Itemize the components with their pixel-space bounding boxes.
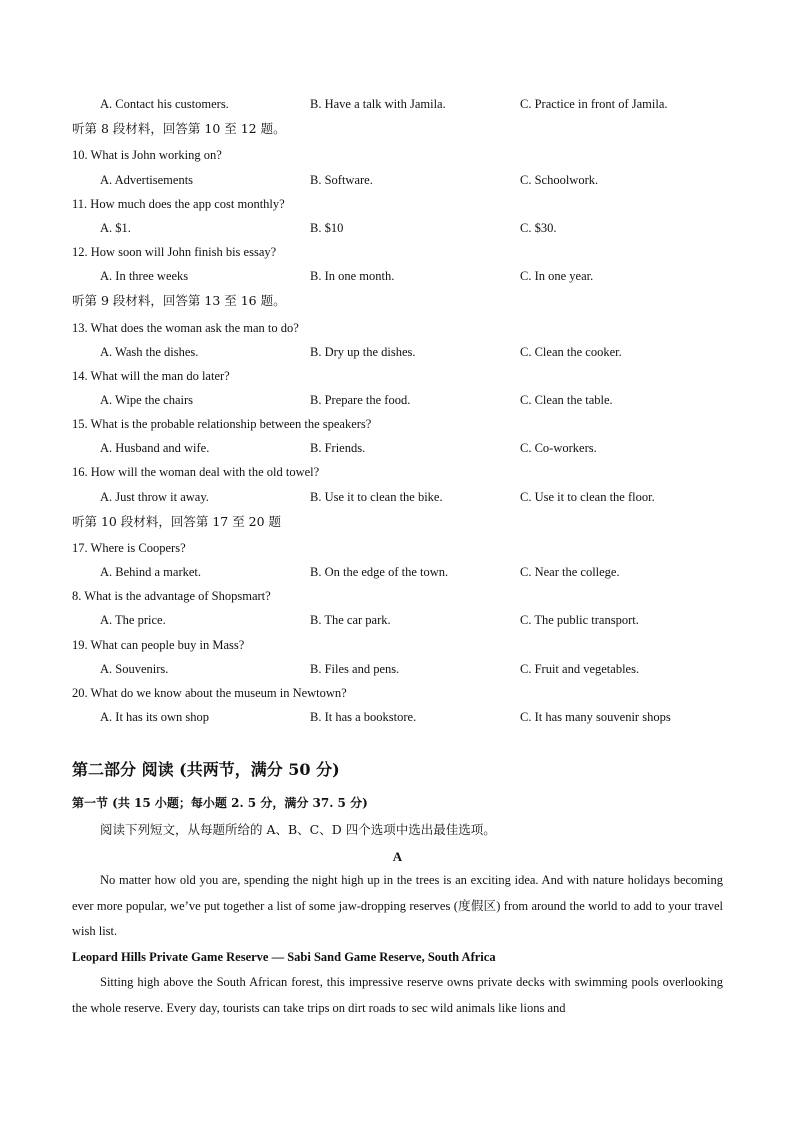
question-18-option-c: C. The public transport.	[520, 613, 639, 627]
question-16-option-b: B. Use it to clean the bike.	[310, 490, 443, 504]
section-10-heading: 听第 10 段材料，回答第 17 至 20 题	[72, 514, 282, 529]
q9-option-a: A. Contact his customers.	[100, 97, 229, 111]
q9-option-b: B. Have a talk with Jamila.	[310, 97, 446, 111]
question-12-option-a: A. In three weeks	[100, 269, 189, 283]
question-20-option-a: A. It has its own shop	[100, 710, 210, 724]
question-15-stem: 15. What is the probable relationship between the speakers?	[72, 417, 372, 431]
question-10-option-b: B. Software.	[310, 173, 373, 187]
question-16-option-a: A. Just throw it away.	[100, 490, 209, 504]
question-15-option-a: A. Husband and wife.	[100, 441, 210, 455]
question-10-option-a: A. Advertisements	[100, 173, 194, 187]
question-20-option-b: B. It has a bookstore.	[310, 710, 417, 724]
question-14-option-c: C. Clean the table.	[520, 393, 613, 407]
question-13-option-c: C. Clean the cooker.	[520, 345, 622, 359]
question-11-option-c: C. $30.	[520, 221, 557, 235]
question-13-stem: 13. What does the woman ask the man to do?	[72, 321, 299, 335]
question-14-option-b: B. Prepare the food.	[310, 393, 411, 407]
question-18-option-b: B. The car park.	[310, 613, 391, 627]
passage-letter: A	[392, 849, 403, 864]
question-20-stem: 20. What do we know about the museum in Newtown?	[72, 686, 347, 700]
question-19-option-c: C. Fruit and vegetables.	[520, 662, 640, 676]
question-18-stem: 8. What is the advantage of Shopsmart?	[72, 589, 271, 603]
question-16-stem: 16. How will the woman deal with the old towel?	[72, 465, 320, 479]
question-14-stem: 14. What will the man do later?	[72, 369, 230, 383]
question-11-stem: 11. How much does the app cost monthly?	[72, 197, 285, 211]
question-19-stem: 19. What can people buy in Mass?	[72, 638, 245, 652]
question-13-option-a: A. Wash the dishes.	[100, 345, 199, 359]
question-14-option-a: A. Wipe the chairs	[100, 393, 193, 407]
question-10-stem: 10. What is John working on?	[72, 148, 222, 162]
part-2-title: 第二部分 阅读 (共两节，满分 50 分)	[72, 760, 340, 779]
question-12-stem: 12. How soon will John finish bis essay?	[72, 245, 277, 259]
question-19-option-b: B. Files and pens.	[310, 662, 400, 676]
passage-subheading: Leopard Hills Private Game Reserve — Sabi Sand Game Reserve, South Africa	[72, 950, 496, 964]
question-19-option-a: A. Souvenirs.	[100, 662, 169, 676]
section-9-heading: 听第 9 段材料，回答第 13 至 16 题。	[72, 293, 286, 308]
question-10-option-c: C. Schoolwork.	[520, 173, 599, 187]
passage-paragraph-1: No matter how old you are, spending the night high up in the trees is an exciting idea. And with nature holidays becoming ever more popular, we’ve put together a list of some jaw-dropping reserves (度假区) from around the world to add to your travel wish list.	[72, 873, 723, 938]
q9-option-c: C. Practice in front of Jamila.	[520, 97, 668, 111]
question-12-option-c: C. In one year.	[520, 269, 594, 283]
question-11-option-a: A. $1.	[100, 221, 131, 235]
question-16-option-c: C. Use it to clean the floor.	[520, 490, 655, 504]
question-11-option-b: B. $10	[310, 221, 344, 235]
question-17-option-b: B. On the edge of the town.	[310, 565, 449, 579]
question-17-option-c: C. Near the college.	[520, 565, 620, 579]
question-18-option-a: A. The price.	[100, 613, 166, 627]
question-15-option-c: C. Co-workers.	[520, 441, 597, 455]
section-8-heading: 听第 8 段材料，回答第 10 至 12 题。	[72, 121, 286, 136]
question-15-option-b: B. Friends.	[310, 441, 366, 455]
question-13-option-b: B. Dry up the dishes.	[310, 345, 416, 359]
question-12-option-b: B. In one month.	[310, 269, 395, 283]
question-17-stem: 17. Where is Coopers?	[72, 541, 186, 555]
passage-paragraph-2: Sitting high above the South African forest, this impressive reserve owns private decks with swimming pools overlooking the whole reserve. Every day, tourists can take trips on dirt roads to sec wild animals like lions and	[72, 975, 723, 1015]
reading-instruction: 阅读下列短文，从每题所给的 A、B、C、D 四个选项中选出最佳选项。	[100, 822, 496, 837]
question-17-option-a: A. Behind a market.	[100, 565, 202, 579]
part-2-subtitle: 第一节 (共 15 小题；每小题 2. 5 分，满分 37. 5 分)	[72, 796, 368, 810]
question-20-option-c: C. It has many souvenir shops	[520, 710, 671, 724]
